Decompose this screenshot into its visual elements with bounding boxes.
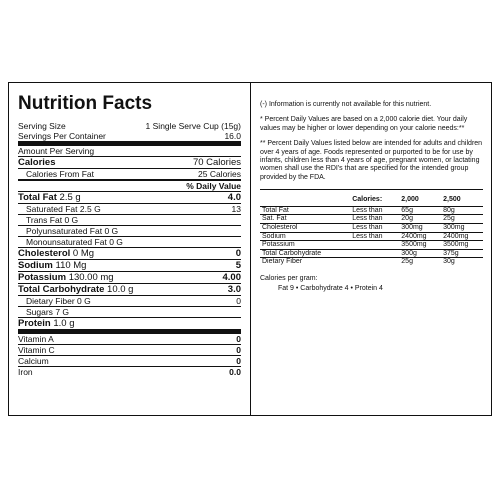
table-cell: 80g [441, 206, 483, 215]
serving-size-label: Serving Size [18, 121, 66, 131]
servings-value: 16.0 [224, 131, 241, 141]
nutrient-label: Potassium [18, 272, 67, 283]
table-cell: 300mg [399, 224, 441, 233]
nutrient-row [18, 192, 241, 204]
nutrient-row [18, 215, 241, 226]
table-row [260, 241, 483, 250]
nutrient-row [18, 248, 241, 260]
serving-size-value: 1 Single Serve Cup (15g) [145, 121, 241, 131]
nutrient-row [18, 260, 241, 272]
calories-value: 70 Calories [192, 157, 241, 168]
table-cell: Less than [350, 224, 399, 233]
nutrient-amount: 1.0 g [53, 318, 75, 329]
nutrient-amount: 2.5 g [59, 192, 81, 203]
nutrient-label: Trans Fat [26, 215, 63, 225]
daily-value-header-label: % Daily Value [186, 181, 241, 191]
table-cell: Cholesterol [260, 224, 350, 233]
table-header: 2,500 [443, 196, 461, 204]
amount-label: Amount Per Serving [18, 146, 95, 156]
nutrient-dv: 0 [235, 248, 241, 259]
nutrient-label: Saturated Fat [26, 204, 78, 214]
nutrient-label: Dietary Fiber [26, 296, 75, 306]
table-row [260, 224, 483, 233]
nutrient-row [18, 226, 241, 237]
vitamin-label: Vitamin C [18, 345, 55, 355]
nutrition-label-panel [8, 82, 492, 416]
servings-per-container-row [18, 131, 241, 146]
table-header: Calories: [352, 196, 383, 204]
vitamin-row [18, 334, 241, 345]
table-header: 2,000 [401, 196, 419, 204]
table-cell: Less than [350, 206, 399, 215]
nutrient-amount: 2.5 G [79, 204, 101, 214]
table-row [260, 215, 483, 224]
table-cell: 375g [441, 249, 483, 258]
vitamin-row [18, 356, 241, 367]
vitamin-label: Vitamin A [18, 334, 54, 344]
nutrient-label: Sodium [18, 260, 53, 271]
nutrient-label: Total Fat [18, 192, 57, 203]
nutrient-amount: 0 G [104, 226, 119, 236]
daily-value-table [260, 196, 483, 266]
nutrient-label: Cholesterol [18, 248, 71, 259]
table-cell: 30g [443, 258, 455, 266]
vitamin-row [18, 345, 241, 356]
nutrient-dv: 4.0 [227, 192, 241, 203]
nutrient-dv: 3.0 [227, 284, 241, 295]
table-cell: 2400mg [441, 232, 483, 241]
nutrient-row [18, 307, 241, 318]
table-cell: 65g [399, 206, 441, 215]
table-cell [350, 241, 399, 250]
daily-value-table-header [260, 196, 483, 206]
unavailable-note: (-) Information is currently not available for this nutrient. [260, 101, 432, 108]
nutrient-row [18, 296, 241, 307]
table-row [260, 258, 483, 266]
nutrient-dv: 5 [235, 260, 241, 271]
table-cell: Potassium [260, 241, 350, 250]
nutrient-amount: 10.0 g [107, 284, 134, 295]
nutrient-amount: 110 Mg [55, 260, 87, 271]
calories-from-fat-value: 25 Calories [198, 169, 241, 179]
table-row [260, 249, 483, 258]
nutrient-amount: 0 G [64, 215, 79, 225]
table-row [260, 206, 483, 215]
table-cell: Total Fat [260, 206, 350, 215]
amount-per-serving [18, 146, 241, 157]
divider [260, 189, 483, 190]
notes-column [251, 83, 493, 415]
nutrient-amount: 130.00 mg [68, 272, 114, 283]
nutrition-facts-title: Nutrition Facts [18, 93, 153, 114]
table-cell: Less than [350, 215, 399, 224]
table-cell: Less than [350, 232, 399, 241]
vitamin-dv: 0 [236, 345, 241, 355]
table-cell: Sodium [260, 232, 350, 241]
table-cell: 300g [399, 249, 441, 258]
nutrient-row [18, 237, 241, 248]
nutrient-amount: 0 G [109, 237, 123, 247]
nutrient-label: Total Carbohydrate [18, 284, 105, 295]
vitamin-dv: 0 [236, 334, 241, 344]
nutrient-dv: 4.00 [222, 272, 241, 283]
nutrient-amount: 0 G [77, 296, 91, 306]
nutrient-dv: 13 [231, 204, 241, 214]
vitamin-dv: 0.0 [229, 367, 241, 377]
table-cell: Sat. Fat [260, 215, 350, 224]
nutrient-label: Protein [18, 318, 51, 329]
calories-from-fat-label: Calories From Fat [26, 169, 95, 179]
nutrient-amount: 7 G [55, 307, 70, 317]
vitamin-dv: 0 [236, 356, 241, 366]
percent-dv-note-2: ** Percent Daily Values listed below are intended for adults and children over 4 years of age. Foods represented or purported to be for use by infants, children less than 4 years of age, pregnant women, or lactating women shall use the RDI's that are specified for the intended group provided by the FDA. [260, 140, 483, 181]
table-cell [350, 258, 399, 266]
nutrient-row [18, 272, 241, 284]
nutrient-label: Sugars [26, 307, 53, 317]
calories-per-gram-label: Calories per gram: [260, 275, 318, 282]
nutrient-row [18, 318, 241, 334]
vitamin-label: Iron [18, 367, 33, 377]
table-cell: Total Carbohydrate [260, 249, 350, 258]
daily-value-header [18, 181, 241, 192]
table-cell: 25g [441, 215, 483, 224]
calories-from-fat-row [18, 169, 241, 181]
table-cell [350, 249, 399, 258]
nutrition-facts-column [9, 83, 251, 415]
servings-label: Servings Per Container [18, 131, 106, 141]
nutrient-dv: 0 [236, 296, 241, 306]
vitamin-label: Calcium [18, 356, 49, 366]
nutrient-label: Monounsaturated Fat [26, 237, 107, 247]
table-cell: Dietary Fiber [262, 258, 303, 266]
table-row [260, 232, 483, 241]
vitamin-row [18, 367, 241, 377]
calories-row [18, 157, 241, 169]
table-cell: 20g [399, 215, 441, 224]
table-cell: 3500mg [441, 241, 483, 250]
nutrient-row [18, 204, 241, 215]
calories-label: Calories [18, 157, 56, 168]
table-cell: 3500mg [399, 241, 441, 250]
percent-dv-note: * Percent Daily Values are based on a 2,000 calorie diet. Your daily values may be higher or lower depending on your calorie needs:** [260, 116, 468, 132]
table-cell: 2400mg [399, 232, 441, 241]
nutrient-row [18, 284, 241, 296]
table-cell: 300mg [441, 224, 483, 233]
table-header [260, 196, 350, 206]
calories-per-gram-values: Fat 9 • Carbohydrate 4 • Protein 4 [278, 285, 383, 293]
serving-size-row [18, 121, 241, 131]
table-cell: 25g [401, 258, 413, 266]
nutrient-amount: 0 Mg [72, 248, 95, 259]
nutrient-label: Polyunsaturated Fat [26, 226, 103, 236]
